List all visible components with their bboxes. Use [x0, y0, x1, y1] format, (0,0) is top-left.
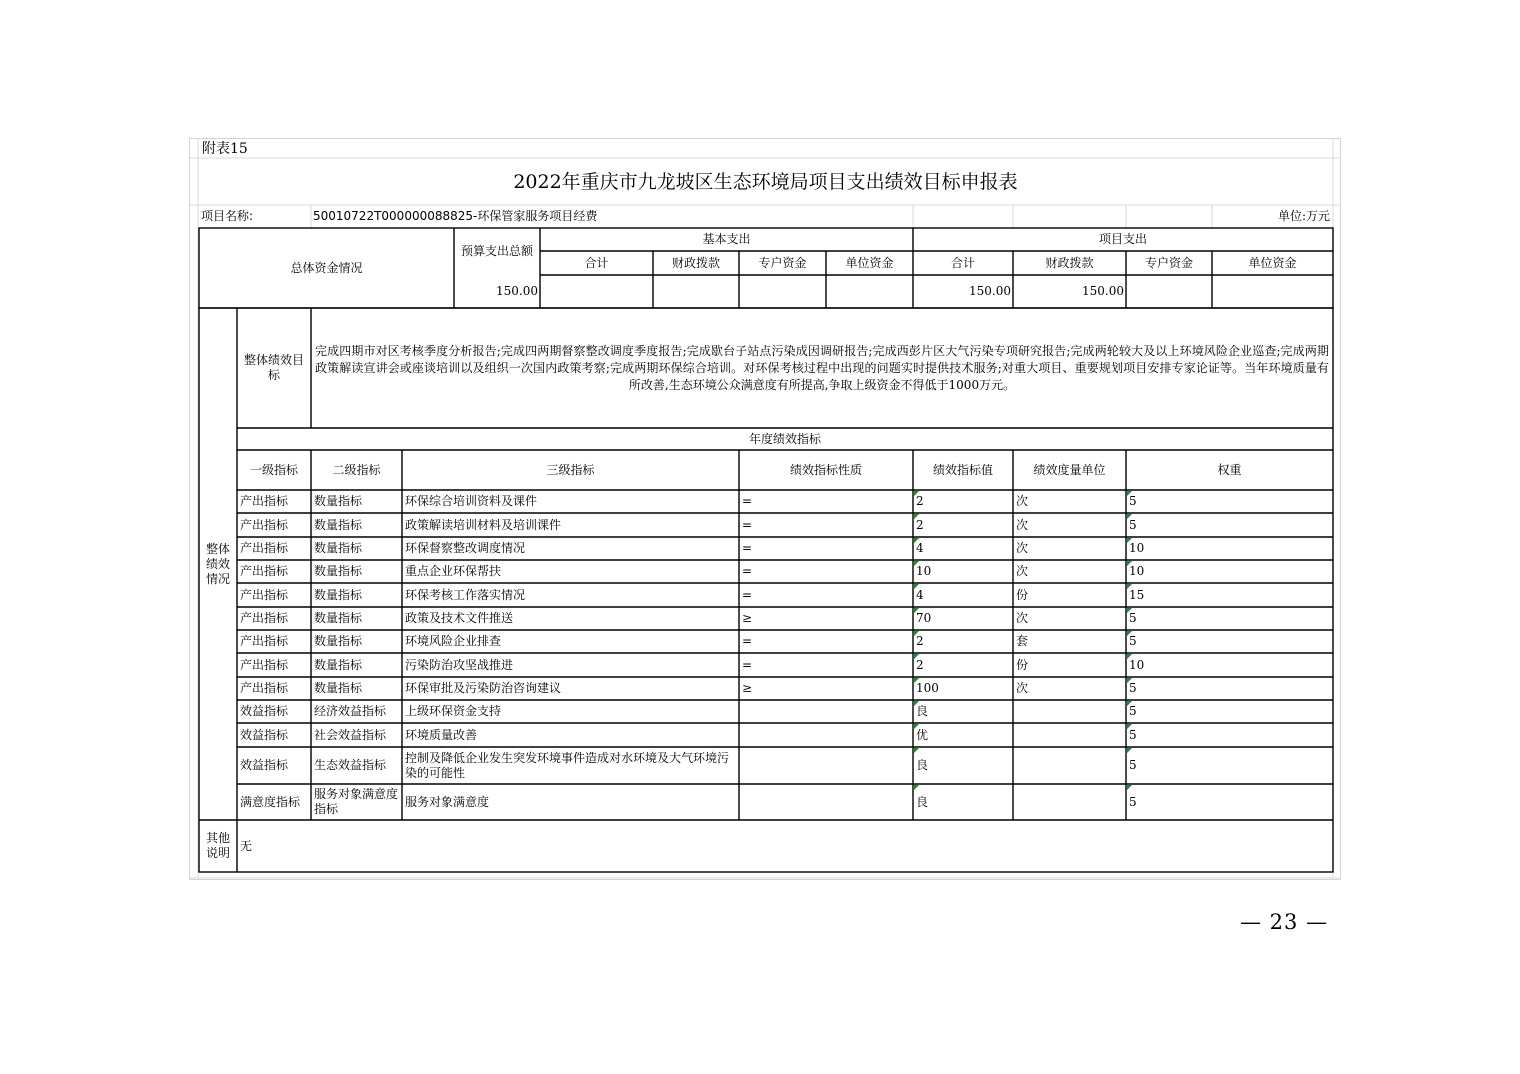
nature-cell: = [742, 541, 753, 555]
project-fiscal-value: 150.00 [1082, 284, 1124, 298]
level2-cell: 社会效益指标 [314, 727, 387, 742]
level3-cell: 环保审批及污染防治咨询建议 [405, 681, 562, 695]
level3-cell: 控制及降低企业发生突发环境事件造成对水环境及大气环境污染的可能性 [405, 750, 730, 780]
level3-cell: 服务对象满意度 [405, 794, 490, 809]
weight-cell: 5 [1129, 794, 1137, 809]
nature-cell: = [742, 517, 753, 532]
unit-cell: 次 [1016, 611, 1029, 625]
weight-cell: 5 [1129, 611, 1137, 625]
unit-cell [1013, 700, 1126, 723]
cell-comment-marker [1127, 724, 1132, 729]
cell-comment-marker [914, 538, 919, 543]
unit-cell: 份 [1016, 587, 1029, 602]
cell-comment-marker [914, 561, 919, 566]
value-cell: 良 [916, 758, 929, 772]
level3-cell: 政策及技术文件推送 [405, 611, 514, 625]
level3-cell: 污染防治攻坚战推进 [405, 657, 514, 672]
header-unit: 绩效度量单位 [1033, 462, 1106, 477]
value-cell: 100 [916, 681, 939, 695]
level1-cell: 产出指标 [240, 517, 289, 532]
goal-label: 整体绩效目标 [243, 353, 304, 382]
weight-cell: 10 [1129, 564, 1145, 578]
weight-cell: 5 [1129, 517, 1137, 532]
level2-cell: 数量指标 [314, 634, 363, 648]
level2-cell: 数量指标 [314, 587, 363, 602]
project-name-value: 50010722T000000088825-环保管家服务项目经费 [313, 209, 598, 223]
fund-section-label: 总体资金情况 [290, 260, 363, 275]
nature-cell: = [742, 657, 753, 672]
page-number: — 23 — [1240, 910, 1329, 934]
budget-total-value: 150.00 [496, 284, 538, 298]
nature-cell: ≥ [742, 681, 753, 695]
value-cell: 优 [916, 727, 929, 742]
level1-cell: 产出指标 [240, 564, 289, 578]
cell-comment-marker [914, 678, 919, 683]
level2-cell: 数量指标 [314, 681, 363, 695]
value-cell: 2 [916, 517, 924, 532]
nature-cell [739, 784, 913, 820]
value-cell: 2 [916, 634, 924, 648]
level2-cell: 数量指标 [314, 541, 363, 555]
basic-special-header: 专户资金 [758, 255, 807, 270]
unit-cell [1013, 723, 1126, 747]
goal-text: 完成四期市对区考核季度分析报告;完成四两期督察整改调度季度报告;完成歇台子站点污染成因调研报告;完成西彭片区大气污染专项研究报告;完成两轮较大及以上环境风险企业巡查;完成两期政策解读宣讲会或座谈培训以及组织一次国内政策考察;完成两期环保综合培训。对环保考核过程中出现的问题实时提供技术服务;对重大项目、重要规划项目安排专家论证等。当年环境质量有所改善,生态环境公众满意度有所提高,争取上级资金不得低于1000万元。 [315, 343, 1329, 392]
cell-comment-marker [1127, 785, 1132, 790]
nature-cell: ≥ [742, 611, 753, 625]
level3-cell: 环保督察整改调度情况 [405, 541, 526, 555]
level3-cell: 上级环保资金支持 [405, 704, 502, 718]
header-level1: 一级指标 [249, 462, 298, 477]
header-weight: 权重 [1217, 462, 1242, 477]
weight-cell: 10 [1129, 657, 1145, 672]
header-nature: 绩效指标性质 [789, 462, 862, 477]
page-title: 2022年重庆市九龙坡区生态环境局项目支出绩效目标申报表 [513, 171, 1018, 193]
cell-comment-marker [1127, 631, 1132, 636]
level2-cell: 数量指标 [314, 494, 363, 508]
cell-comment-marker [914, 654, 919, 659]
value-cell: 4 [916, 587, 924, 602]
appendix-label: 附表15 [202, 141, 248, 157]
value-cell: 良 [916, 794, 929, 809]
level2-cell: 数量指标 [314, 611, 363, 625]
level1-cell: 满意度指标 [240, 794, 301, 809]
cell-comment-marker [1127, 561, 1132, 566]
project-total-value: 150.00 [969, 284, 1011, 298]
unit-cell: 次 [1016, 494, 1029, 508]
nature-cell [739, 747, 913, 784]
unit-cell: 次 [1016, 541, 1029, 555]
value-cell: 良 [916, 704, 929, 718]
weight-cell: 5 [1129, 704, 1137, 718]
unit-cell: 次 [1016, 564, 1029, 578]
cell-comment-marker [914, 584, 919, 589]
cell-comment-marker [1127, 538, 1132, 543]
unit-cell: 次 [1016, 517, 1029, 532]
header-level2: 二级指标 [332, 462, 381, 477]
level2-cell: 经济效益指标 [314, 704, 387, 718]
project-fiscal-header: 财政拨款 [1045, 255, 1094, 270]
weight-cell: 10 [1129, 541, 1145, 555]
nature-cell: = [742, 564, 753, 578]
cell-comment-marker [1127, 748, 1132, 753]
level1-cell: 产出指标 [240, 541, 289, 555]
header-value: 绩效指标值 [932, 462, 993, 477]
level2-cell: 服务对象满意度指标 [314, 787, 399, 816]
level1-cell: 产出指标 [240, 657, 289, 672]
nature-cell: = [742, 494, 753, 508]
basic-expense-label: 基本支出 [702, 232, 751, 246]
basic-unit-header: 单位资金 [845, 255, 894, 270]
level2-cell: 数量指标 [314, 564, 363, 578]
level3-cell: 环保考核工作落实情况 [405, 587, 526, 602]
level3-cell: 环保综合培训资料及课件 [405, 494, 538, 508]
level1-cell: 产出指标 [240, 587, 289, 602]
budget-total-label: 预算支出总额 [460, 244, 533, 258]
weight-cell: 5 [1129, 681, 1137, 695]
unit-cell [1013, 784, 1126, 820]
unit-cell: 套 [1016, 634, 1029, 648]
overall-performance-side-label: 整体绩效情况 [205, 541, 230, 586]
nature-cell [739, 700, 913, 723]
unit-cell: 份 [1016, 657, 1029, 672]
other-remarks-value: 无 [240, 838, 253, 853]
cell-comment-marker [914, 724, 919, 729]
project-name-label: 项目名称: [201, 209, 254, 223]
annual-indicators-label: 年度绩效指标 [748, 431, 821, 446]
value-cell: 4 [916, 541, 924, 555]
weight-cell: 5 [1129, 634, 1137, 648]
level3-cell: 政策解读培训材料及培训课件 [405, 517, 562, 532]
unit-label: 单位:万元 [1277, 209, 1330, 223]
level1-cell: 产出指标 [240, 611, 289, 625]
level3-cell: 重点企业环保帮扶 [405, 564, 502, 578]
level1-cell: 效益指标 [240, 727, 289, 742]
weight-cell: 5 [1129, 727, 1137, 742]
level1-cell: 产出指标 [240, 494, 289, 508]
nature-cell: = [742, 587, 753, 602]
level1-cell: 效益指标 [240, 704, 289, 718]
cell-comment-marker [914, 491, 919, 496]
level2-cell: 数量指标 [314, 657, 363, 672]
cell-comment-marker [914, 748, 919, 753]
cell-comment-marker [1127, 654, 1132, 659]
level2-cell: 数量指标 [314, 517, 363, 532]
value-cell: 2 [916, 494, 924, 508]
cell-comment-marker [914, 631, 919, 636]
cell-comment-marker [1127, 608, 1132, 613]
cell-comment-marker [1127, 491, 1132, 496]
weight-cell: 5 [1129, 494, 1137, 508]
weight-cell: 5 [1129, 758, 1137, 772]
cell-comment-marker [914, 701, 919, 706]
nature-cell [739, 723, 913, 747]
cell-comment-marker [1127, 701, 1132, 706]
level1-cell: 产出指标 [240, 681, 289, 695]
unit-cell: 次 [1016, 681, 1029, 695]
level1-cell: 效益指标 [240, 758, 289, 772]
value-cell: 70 [916, 611, 932, 625]
other-remarks-label: 其他说明 [205, 831, 230, 860]
cell-comment-marker [914, 608, 919, 613]
weight-cell: 15 [1129, 587, 1145, 602]
level3-cell: 环境风险企业排查 [405, 634, 502, 648]
header-level3: 三级指标 [546, 462, 595, 477]
level1-cell: 产出指标 [240, 634, 289, 648]
value-cell: 10 [916, 564, 932, 578]
cell-comment-marker [914, 785, 919, 790]
project-expense-label: 项目支出 [1098, 232, 1147, 246]
basic-total-header: 合计 [584, 255, 609, 270]
project-total-header: 合计 [950, 255, 975, 270]
level2-cell: 生态效益指标 [314, 758, 387, 772]
cell-comment-marker [1127, 678, 1132, 683]
project-unit-header: 单位资金 [1248, 255, 1297, 270]
unit-cell [1013, 747, 1126, 784]
cell-comment-marker [914, 514, 919, 519]
value-cell: 2 [916, 657, 924, 672]
basic-fiscal-header: 财政拨款 [671, 255, 720, 270]
cell-comment-marker [1127, 584, 1132, 589]
project-special-header: 专户资金 [1144, 255, 1193, 270]
nature-cell: = [742, 634, 753, 648]
cell-comment-marker [1127, 514, 1132, 519]
level3-cell: 环境质量改善 [405, 727, 478, 742]
